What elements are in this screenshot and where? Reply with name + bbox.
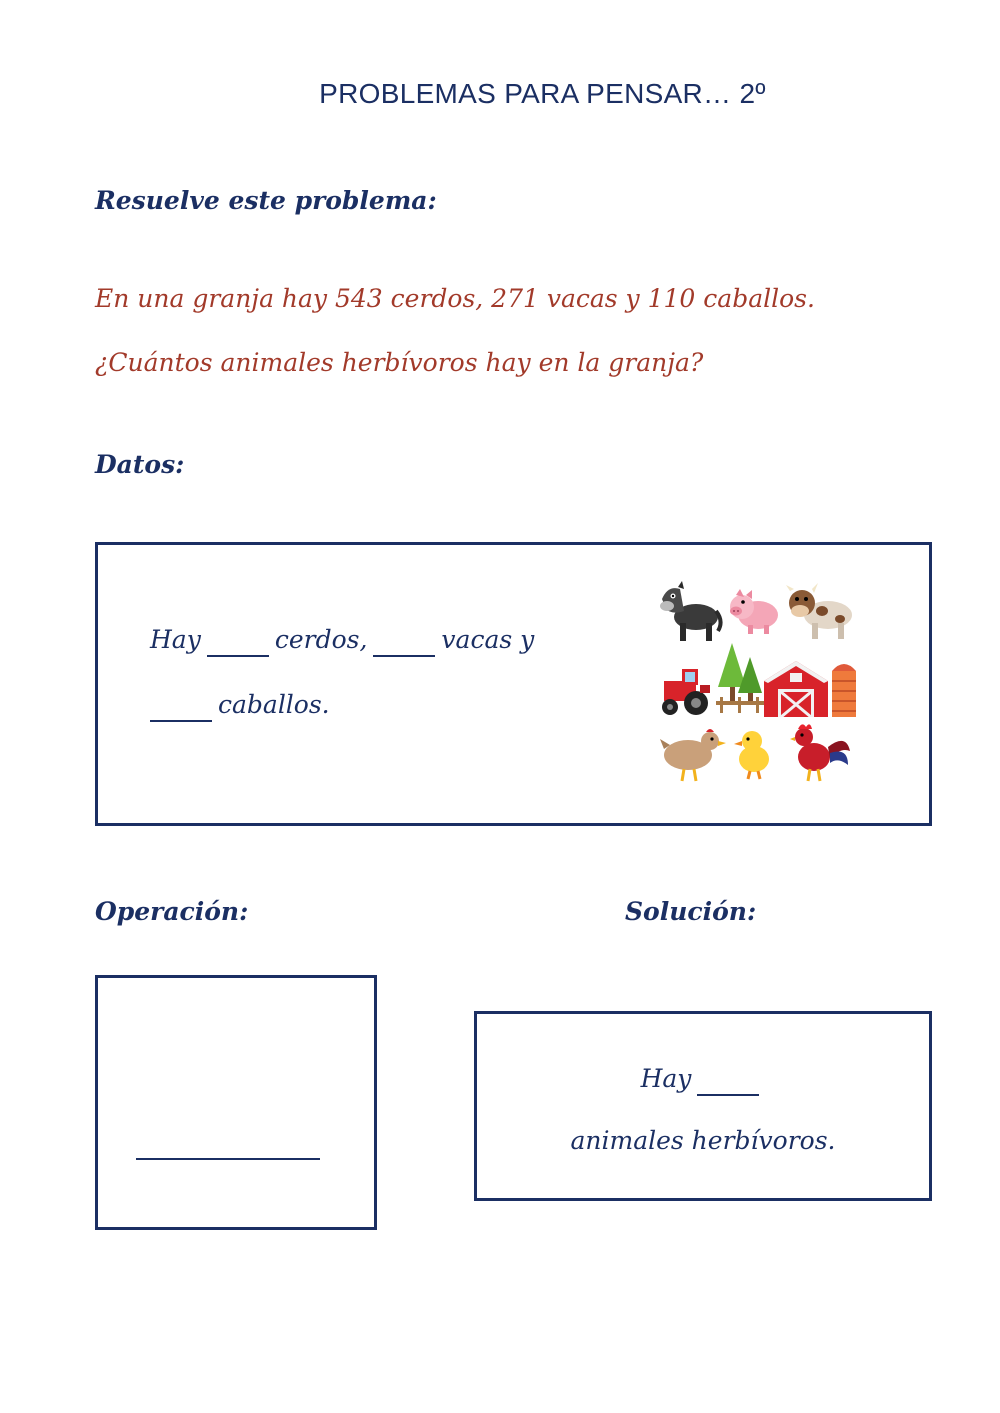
datos-line-2 <box>144 690 330 722</box>
solucion-answer-input[interactable] <box>697 1068 759 1096</box>
problem-line-2: ¿Cuántos animales herbívoros hay en la granja? <box>95 348 704 377</box>
hen-icon <box>660 723 726 783</box>
solucion-box <box>474 1011 932 1201</box>
solucion-line-2: animales herbívoros. <box>570 1126 836 1155</box>
datos-box <box>95 542 932 826</box>
datos-word-hay: Hay <box>150 625 201 654</box>
tractor-icon <box>658 667 714 717</box>
vacas-answer-input[interactable] <box>373 629 435 657</box>
horse-icon <box>658 581 724 645</box>
instruction-heading: Resuelve este problema: <box>95 186 437 215</box>
datos-word-vacas: vacas y <box>441 625 535 654</box>
datos-word-caballos: caballos. <box>218 690 330 719</box>
solucion-heading: Solución: <box>625 897 757 926</box>
operacion-heading: Operación: <box>95 897 249 926</box>
solucion-word-hay: Hay <box>640 1064 692 1093</box>
cow-icon <box>786 581 858 643</box>
problem-line-1: En una granja hay 543 cerdos, 271 vacas y 110 caballos. <box>95 284 815 313</box>
silo-icon <box>830 657 858 717</box>
datos-heading: Datos: <box>95 450 185 479</box>
rooster-icon <box>790 721 852 783</box>
caballos-answer-input[interactable] <box>150 694 212 722</box>
solucion-line-1 <box>477 1064 929 1096</box>
operacion-box <box>95 975 377 1230</box>
trees-icon <box>716 643 764 715</box>
page-title: PROBLEMAS PARA PENSAR… 2º <box>319 78 766 109</box>
datos-line-1 <box>150 625 534 657</box>
chick-icon <box>734 727 774 781</box>
barn-icon <box>764 661 828 717</box>
farm-illustration <box>658 581 858 791</box>
pig-icon <box>728 587 782 637</box>
datos-word-cerdos: cerdos, <box>274 625 368 654</box>
cerdos-answer-input[interactable] <box>207 629 269 657</box>
operacion-answer-input[interactable] <box>136 1128 320 1160</box>
